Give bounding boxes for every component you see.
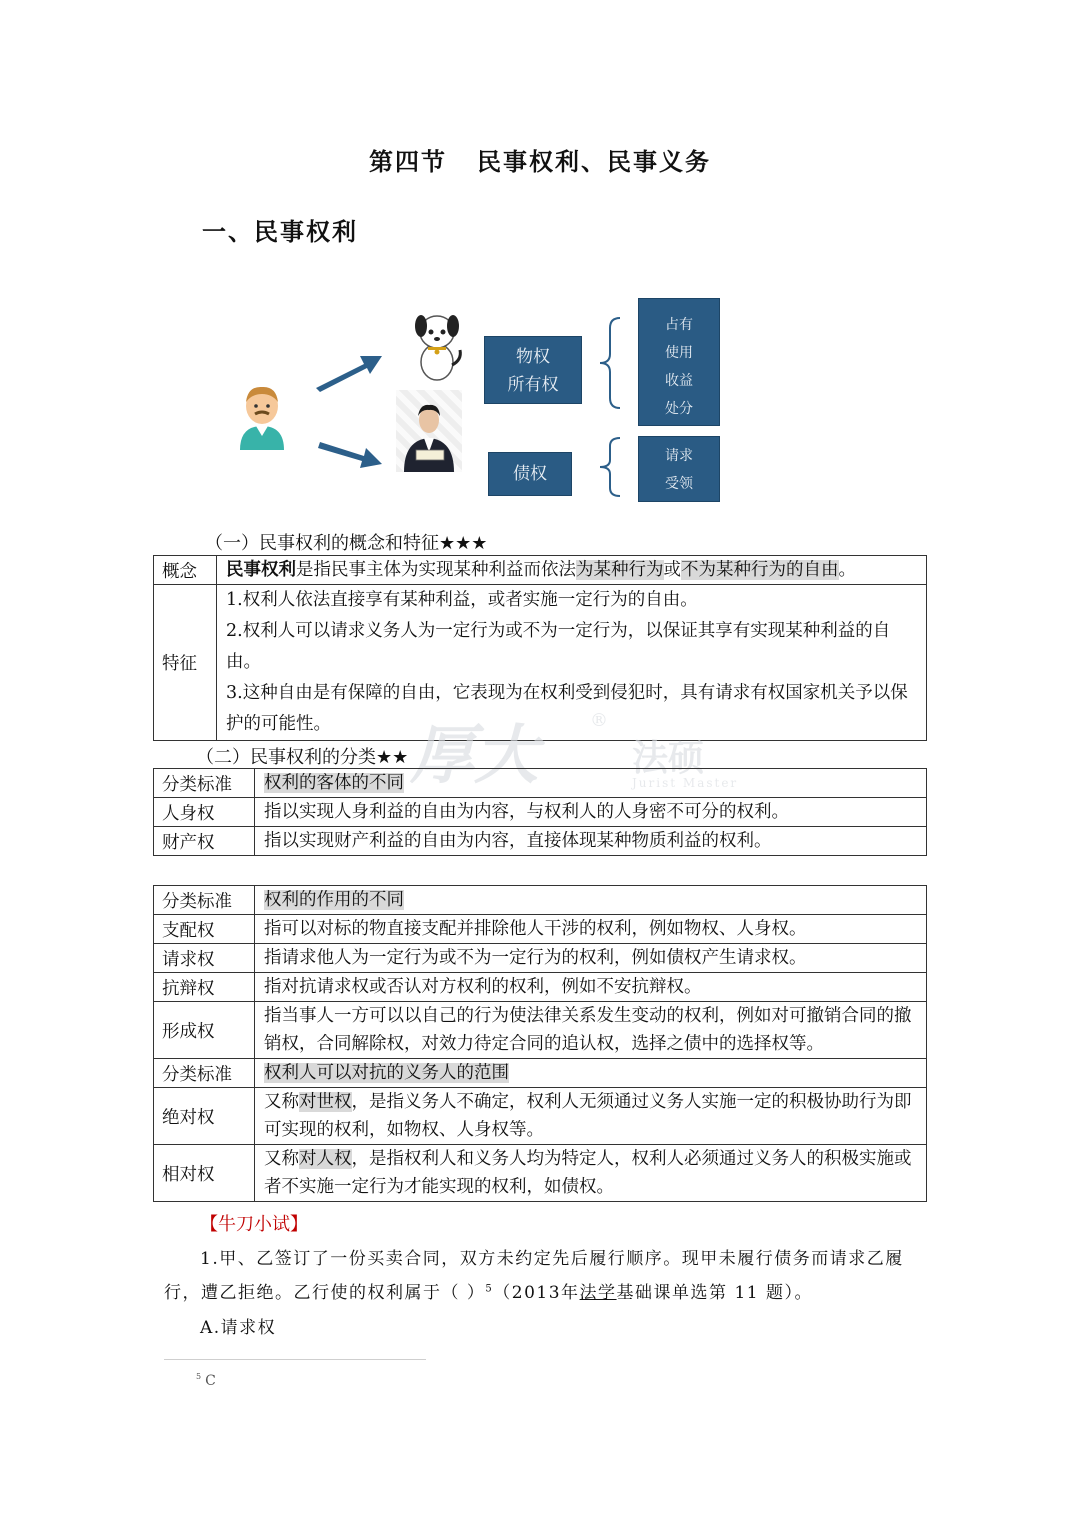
highlight: 为某种行为 xyxy=(576,560,664,580)
dog-icon xyxy=(410,310,464,382)
table-row xyxy=(154,1145,927,1202)
row-label: 支配权 xyxy=(154,915,255,944)
question-line-1: 1.甲、乙签订了一份买卖合同，双方未约定先后履行顺序。现甲未履行债务而请求乙履 xyxy=(200,1249,904,1269)
row-label: 概念 xyxy=(154,556,217,585)
power-item: 受领 xyxy=(665,476,693,492)
subheading-concept: （一）民事权利的概念和特征★★★ xyxy=(205,533,488,554)
concept-text xyxy=(217,556,927,585)
text-part: 或 xyxy=(663,560,681,580)
highlight: 权利的作用的不同 xyxy=(264,890,404,910)
businessman-photo xyxy=(396,390,462,472)
footnote-text: C xyxy=(205,1372,216,1389)
row-label: 绝对权 xyxy=(154,1088,255,1145)
section-heading: 一、民事权利 xyxy=(202,217,358,246)
ownership-powers-box xyxy=(638,298,720,426)
box-label: 物权 xyxy=(516,347,550,367)
footnote xyxy=(196,1372,216,1389)
exercise-title: 【牛刀小试】 xyxy=(200,1214,308,1235)
text-part: （2013年 xyxy=(493,1283,580,1303)
table-row xyxy=(154,1002,927,1059)
highlight: 权利的客体的不同 xyxy=(264,773,404,793)
classification-table-function xyxy=(153,885,927,1202)
row-label: 分类标准 xyxy=(154,1059,255,1088)
text-part: 又称 xyxy=(264,1149,299,1169)
rights-diagram xyxy=(230,290,730,510)
businessman-icon xyxy=(396,390,462,472)
power-item: 请求 xyxy=(665,448,693,464)
underlined-text: 法学 xyxy=(579,1283,617,1303)
text-part: 是指民事主体为实现某种利益而依法 xyxy=(296,560,576,580)
bold-term: 民事权利 xyxy=(226,560,296,580)
row-text xyxy=(255,1145,927,1202)
table-row xyxy=(154,827,927,856)
question-line-2 xyxy=(164,1278,813,1303)
row-label: 抗辩权 xyxy=(154,973,255,1002)
row-text: 指当事人一方可以以自己的行为使法律关系发生变动的权利，例如对可撤销合同的撤销权，合同解除权，对效力待定合同的追认权，选择之债中的选择权等。 xyxy=(255,1002,927,1059)
row-text xyxy=(255,1088,927,1145)
table-row xyxy=(154,944,927,973)
power-item: 收益 xyxy=(665,373,693,389)
row-text xyxy=(255,769,927,798)
row-label: 分类标准 xyxy=(154,769,255,798)
brace-icon xyxy=(596,316,626,410)
text-part: ，是指权利人和义务人均为特定人，权利人必须通过义务人的积极实施或者不实施一定行为才能实现的权利，如债权。 xyxy=(264,1149,912,1197)
table-row xyxy=(154,1059,927,1088)
row-text xyxy=(255,1059,927,1088)
row-label: 相对权 xyxy=(154,1145,255,1202)
row-text: 指可以对标的物直接支配并排除他人干涉的权利，例如物权、人身权。 xyxy=(255,915,927,944)
power-item: 使用 xyxy=(665,345,693,361)
page-title: 第四节 民事权利、民事义务 xyxy=(369,147,711,176)
claim-powers-box xyxy=(638,436,720,502)
feature-item: 1.权利人依法直接享有某种利益，或者实施一定行为的自由。 xyxy=(226,590,698,610)
row-text: 指以实现财产利益的自由为内容，直接体现某种物质利益的权利。 xyxy=(255,827,927,856)
text-part: ，是指义务人不确定，权利人无须通过义务人实施一定的积极协助行为即可实现的权利，如物权、人身权等。 xyxy=(264,1092,912,1140)
highlight: 权利人可以对抗的义务人的范围 xyxy=(264,1063,509,1083)
table-row xyxy=(154,886,927,915)
table-row xyxy=(154,973,927,1002)
row-text: 指请求他人为一定行为或不为一定行为的权利，例如债权产生请求权。 xyxy=(255,944,927,973)
table-row xyxy=(154,798,927,827)
brace-icon xyxy=(596,436,626,498)
footnote-number: 5 xyxy=(196,1372,202,1381)
watermark-brand: 厚大 xyxy=(410,718,538,793)
table-row xyxy=(154,556,927,585)
text-part: 基础课单选第 11 题）。 xyxy=(616,1283,813,1303)
arrow-down-icon xyxy=(318,436,384,470)
table-row xyxy=(154,769,927,798)
subheading-classification: （二）民事权利的分类★★ xyxy=(196,747,409,768)
row-label: 形成权 xyxy=(154,1002,255,1059)
obligation-right-box: 债权 xyxy=(488,452,572,496)
row-text xyxy=(255,886,927,915)
watermark-en: Jurist Master xyxy=(632,776,739,790)
highlight: 对世权 xyxy=(299,1092,352,1112)
row-label: 请求权 xyxy=(154,944,255,973)
option-a: A.请求权 xyxy=(200,1318,277,1338)
watermark-name: 法硕 xyxy=(632,737,705,779)
row-text: 指对抗请求权或否认对方权利的权利，例如不安抗辩权。 xyxy=(255,973,927,1002)
table-row xyxy=(154,915,927,944)
text-part: 行，遭乙拒绝。乙行使的权利属于（ ） xyxy=(164,1283,486,1303)
classification-table-object xyxy=(153,768,927,856)
power-item: 处分 xyxy=(665,401,693,417)
watermark-mark: ® xyxy=(590,710,608,731)
arrow-up-icon xyxy=(312,350,384,392)
feature-item: 3.这种自由是有保障的自由，它表现为在权利受到侵犯时，具有请求有权国家机关予以保护的可能性。 xyxy=(226,683,908,734)
power-item: 占有 xyxy=(665,317,693,333)
row-label: 特征 xyxy=(154,585,217,741)
row-label: 财产权 xyxy=(154,827,255,856)
feature-item: 2.权利人可以请求义务人为一定行为或不为一定行为，以保证其享有实现某种利益的自由。 xyxy=(226,621,891,672)
footnote-divider xyxy=(164,1359,426,1360)
person-icon xyxy=(236,384,288,450)
highlight: 不为某种行为的自由 xyxy=(681,560,839,580)
property-right-box xyxy=(484,336,582,404)
box-label: 所有权 xyxy=(507,375,559,395)
row-text: 指以实现人身利益的自由为内容，与权利人的人身密不可分的权利。 xyxy=(255,798,927,827)
highlight: 对人权 xyxy=(299,1149,352,1169)
footnote-marker: 5 xyxy=(485,1283,494,1295)
text-part: 。 xyxy=(838,560,856,580)
text-part: 又称 xyxy=(264,1092,299,1112)
row-label: 分类标准 xyxy=(154,886,255,915)
table-row xyxy=(154,1088,927,1145)
row-label: 人身权 xyxy=(154,798,255,827)
